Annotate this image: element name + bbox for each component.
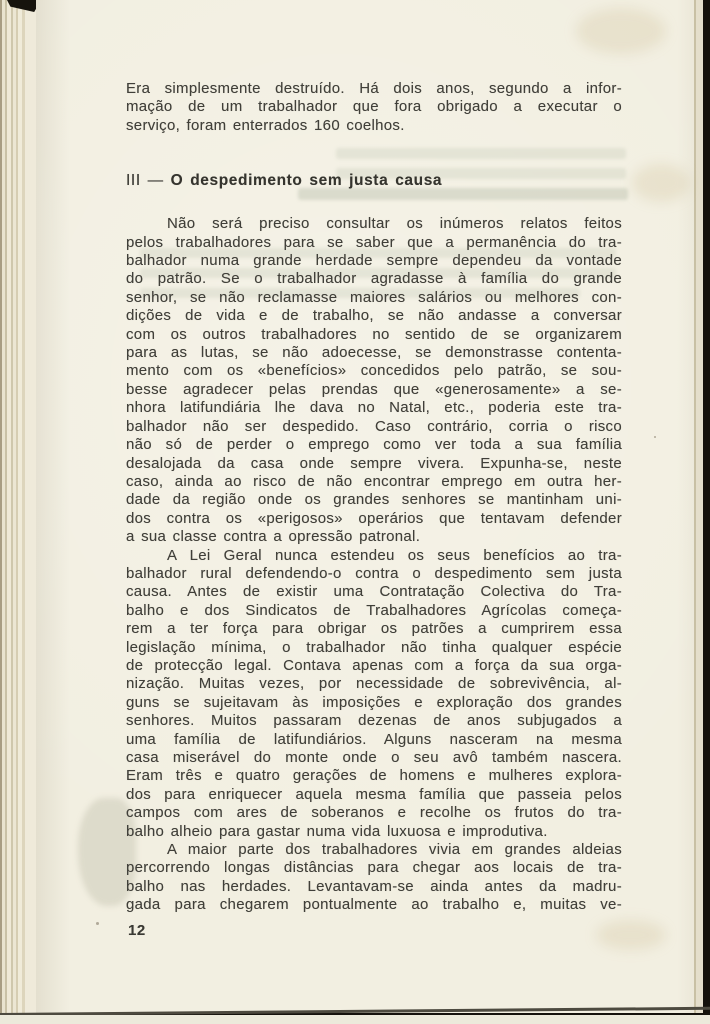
paper-speck bbox=[96, 922, 99, 925]
paper-speck bbox=[654, 436, 656, 438]
text-line: balhador não ser despedido. Caso contrário, corria o risco bbox=[126, 417, 622, 435]
text-line: besse agradecer pelas prendas que «generosamente» a se- bbox=[126, 380, 622, 398]
text-line: Não será preciso consultar os inúmeros relatos feitos bbox=[167, 215, 622, 233]
text-line: gada para chegarem pontualmente ao trabalho e, muitas ve- bbox=[126, 896, 622, 914]
text-line: serviço, foram enterrados 160 coelhos. bbox=[126, 116, 405, 134]
text-line: legislação mínima, o trabalhador não tinha qualquer espécie bbox=[126, 638, 622, 656]
page-content bbox=[126, 80, 622, 939]
text-line: Era simplesmente destruído. Há dois anos, segundo a infor- bbox=[126, 80, 622, 97]
heading-numeral: III — bbox=[126, 172, 171, 190]
foxing-stain bbox=[632, 164, 690, 202]
text-line: rem a ter força para obrigar os patrões a cumprirem essa bbox=[126, 620, 622, 638]
text-line: de protecção legal. Contava apenas com a força da sua orga- bbox=[126, 656, 622, 674]
text-line: A maior parte dos trabalhadores vivia em grandes aldeias bbox=[167, 841, 622, 859]
text-line: senhores. Muitos passaram dezenas de anos subjugados a bbox=[126, 712, 622, 730]
text-line: balhador rural defendendo-o contra o despedimento sem justa bbox=[126, 564, 622, 582]
text-line: Eram três e quatro gerações de homens e mulheres explora- bbox=[126, 767, 622, 785]
foxing-stain bbox=[596, 920, 666, 950]
text-line: dições de vida e de trabalho, se não andasse a conversar bbox=[126, 307, 622, 325]
text-line: com os outros trabalhadores no sentido de se organizarem bbox=[126, 325, 622, 343]
text-line: para as lutas, se não adoecesse, se demonstrasse contenta- bbox=[126, 344, 622, 362]
text-line: balhador numa grande herdade sempre dependeu da vontade bbox=[126, 252, 622, 270]
paragraph bbox=[126, 215, 622, 546]
paragraph bbox=[126, 841, 622, 915]
text-line: nhora latifundiária lhe dava no Natal, etc., poderia este tra- bbox=[126, 399, 622, 417]
text-line: desalojada da casa onde sempre vivera. Expunha-se, neste bbox=[126, 454, 622, 472]
text-line: mento com os «benefícios» concedidos pelo patrão, se sou- bbox=[126, 362, 622, 380]
text-line: campos com ares de soberanos e recolhe os frutos do tra- bbox=[126, 804, 622, 822]
text-line: senhor, se não reclamasse maiores salários ou melhores con- bbox=[126, 288, 622, 306]
text-line: não só de perder o emprego como ver toda a sua família bbox=[126, 436, 622, 454]
text-line: guns se sujeitavam às imposições e exploração dos grandes bbox=[126, 693, 622, 711]
text-line: a sua classe contra a opressão patronal. bbox=[126, 528, 421, 546]
text-line: do patrão. Se o trabalhador agradasse à família do grande bbox=[126, 270, 622, 288]
stacked-page-edges bbox=[0, 0, 38, 1024]
page-number: 12 bbox=[128, 922, 146, 939]
foxing-stain bbox=[576, 8, 666, 54]
text-line: causa. Antes de existir uma Contratação Colectiva do Tra- bbox=[126, 583, 622, 601]
text-line: dos contra os «perigosos» operários que tentavam defender bbox=[126, 509, 622, 527]
text-line: uma família de latifundiários. Alguns nasceram na mesma bbox=[126, 730, 622, 748]
text-line: balho alheio para gastar numa vida luxuosa e improdutiva. bbox=[126, 822, 548, 840]
paragraph bbox=[126, 80, 622, 135]
page-right-edge bbox=[694, 0, 703, 1013]
text-line: casa miserável do monte onde o seu avô também nascera. bbox=[126, 749, 622, 766]
text-line: nização. Muitas vezes, por necessidade de sobrevivência, al- bbox=[126, 675, 622, 693]
text-line: mação de um trabalhador que fora obrigado a executar o bbox=[126, 98, 622, 116]
text-line: dade da região onde os grandes senhores se mantinham uni- bbox=[126, 491, 622, 509]
text-line: caso, ainda ao risco de não encontrar emprego em outra her- bbox=[126, 472, 622, 490]
surface-below-page bbox=[0, 1015, 710, 1024]
text-line: balho e dos Sindicatos de Trabalhadores Agrícolas começa- bbox=[126, 601, 622, 619]
section-heading bbox=[126, 171, 622, 191]
text-line: A Lei Geral nunca estendeu os seus benefícios ao tra- bbox=[167, 546, 622, 564]
text-line: pelos trabalhadores para se saber que a permanência do tra- bbox=[126, 233, 622, 251]
text-line: balho nas herdades. Levantavam-se ainda antes da madru- bbox=[126, 877, 622, 895]
text-line: percorrendo longas distâncias para chegar aos locais de tra- bbox=[126, 859, 622, 877]
text-line: dos para enriquecer aquela mesma família que passeia pelos bbox=[126, 785, 622, 803]
heading-title: O despedimento sem justa causa bbox=[170, 172, 443, 190]
paragraph bbox=[126, 547, 622, 842]
